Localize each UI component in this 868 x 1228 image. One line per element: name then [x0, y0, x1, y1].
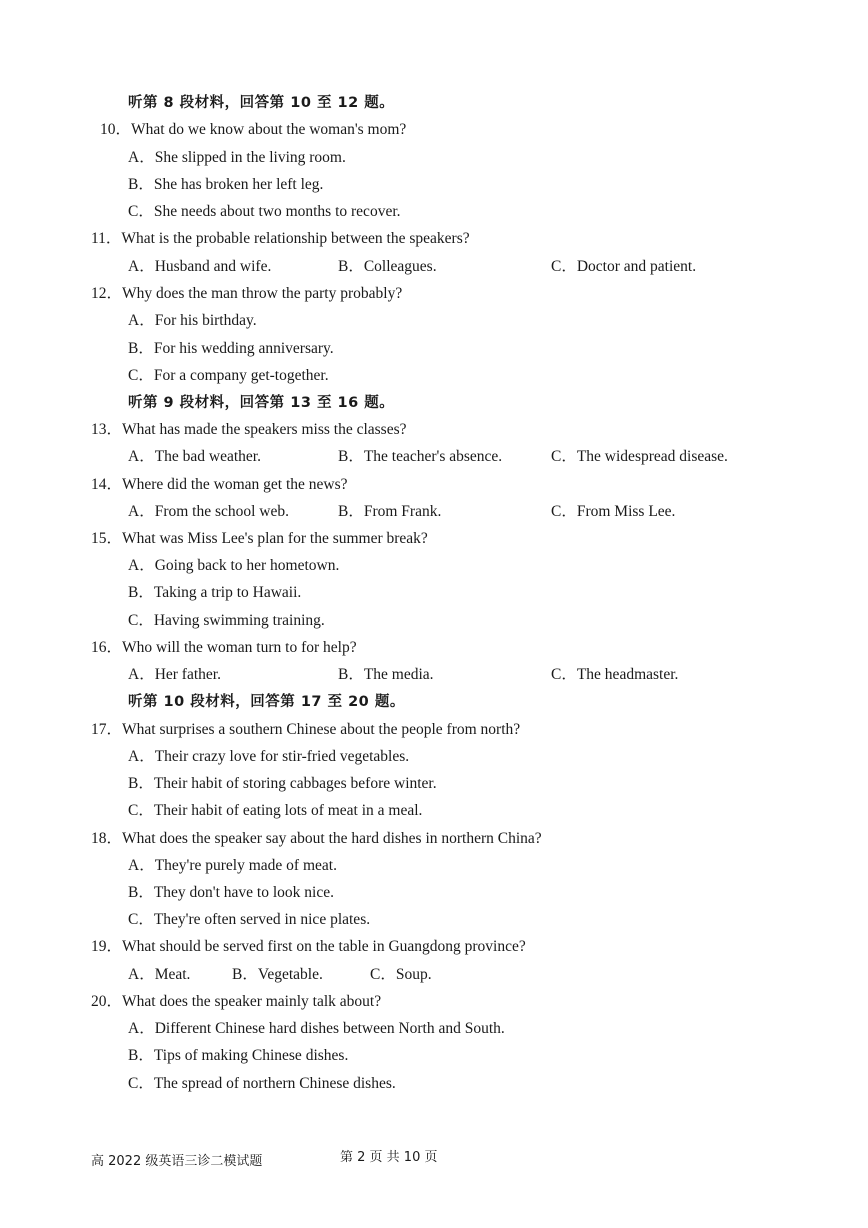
question-12: 12．Why does the man throw the party probably?: [91, 285, 403, 302]
q18-option-c: C．They're often served in nice plates.: [128, 911, 371, 928]
question-16: 16．Who will the woman turn to for help?: [91, 639, 357, 656]
q20-option-a: A．Different Chinese hard dishes between North and South.: [128, 1020, 505, 1037]
q11-option-c: C．Doctor and patient.: [551, 258, 697, 275]
q14-option-a: A．From the school web.: [128, 503, 290, 520]
q12-option-a: A．For his birthday.: [128, 312, 257, 329]
q14-option-c: C．From Miss Lee.: [551, 503, 676, 520]
q20-option-b: B．Tips of making Chinese dishes.: [128, 1047, 349, 1064]
q13-option-a: A．The bad weather.: [128, 448, 261, 465]
question-14: 14．Where did the woman get the news?: [91, 476, 348, 493]
q10-option-a: A．She slipped in the living room.: [128, 149, 346, 166]
question-10: 10．What do we know about the woman's mom?: [100, 121, 407, 138]
q20-option-c: C．The spread of northern Chinese dishes.: [128, 1075, 396, 1092]
q16-option-b: B．The media.: [338, 666, 434, 683]
q15-option-b: B．Taking a trip to Hawaii.: [128, 584, 302, 601]
section-heading-8: 听第 8 段材料，回答第 10 至 12 题。: [128, 95, 395, 111]
section-heading-9: 听第 9 段材料，回答第 13 至 16 题。: [128, 395, 395, 411]
q17-option-c: C．Their habit of eating lots of meat in a meal.: [128, 802, 423, 819]
q18-option-b: B．They don't have to look nice.: [128, 884, 334, 901]
q14-option-b: B．From Frank.: [338, 503, 442, 520]
q15-option-a: A．Going back to her hometown.: [128, 557, 340, 574]
q17-option-a: A．Their crazy love for stir-fried vegetables.: [128, 748, 410, 765]
q16-option-a: A．Her father.: [128, 666, 221, 683]
footer-exam-title: 高 2022 级英语三诊二模试题: [91, 1154, 263, 1169]
q10-option-b: B．She has broken her left leg.: [128, 176, 324, 193]
q12-option-b: B．For his wedding anniversary.: [128, 340, 334, 357]
q11-option-b: B．Colleagues.: [338, 258, 437, 275]
q17-option-b: B．Their habit of storing cabbages before winter.: [128, 775, 437, 792]
section-heading-10: 听第 10 段材料，回答第 17 至 20 题。: [128, 694, 405, 710]
q15-option-c: C．Having swimming training.: [128, 612, 325, 629]
q13-option-b: B．The teacher's absence.: [338, 448, 503, 465]
question-13: 13．What has made the speakers miss the classes?: [91, 421, 407, 438]
question-18: 18．What does the speaker say about the hard dishes in northern China?: [91, 830, 542, 847]
question-19: 19．What should be served first on the table in Guangdong province?: [91, 938, 526, 955]
q10-option-c: C．She needs about two months to recover.: [128, 203, 401, 220]
q19-option-b: B．Vegetable.: [232, 966, 323, 983]
q19-option-c: C．Soup.: [370, 966, 432, 983]
q12-option-c: C．For a company get-together.: [128, 367, 329, 384]
q19-option-a: A．Meat.: [128, 966, 191, 983]
q13-option-c: C．The widespread disease.: [551, 448, 728, 465]
q11-option-a: A．Husband and wife.: [128, 258, 272, 275]
question-20: 20．What does the speaker mainly talk about?: [91, 993, 382, 1010]
question-15: 15．What was Miss Lee's plan for the summer break?: [91, 530, 428, 547]
q16-option-c: C．The headmaster.: [551, 666, 679, 683]
question-11: 11．What is the probable relationship between the speakers?: [91, 230, 470, 247]
footer-page-number: 第 2 页 共 10 页: [340, 1150, 438, 1165]
q18-option-a: A．They're purely made of meat.: [128, 857, 337, 874]
question-17: 17．What surprises a southern Chinese about the people from north?: [91, 721, 521, 738]
